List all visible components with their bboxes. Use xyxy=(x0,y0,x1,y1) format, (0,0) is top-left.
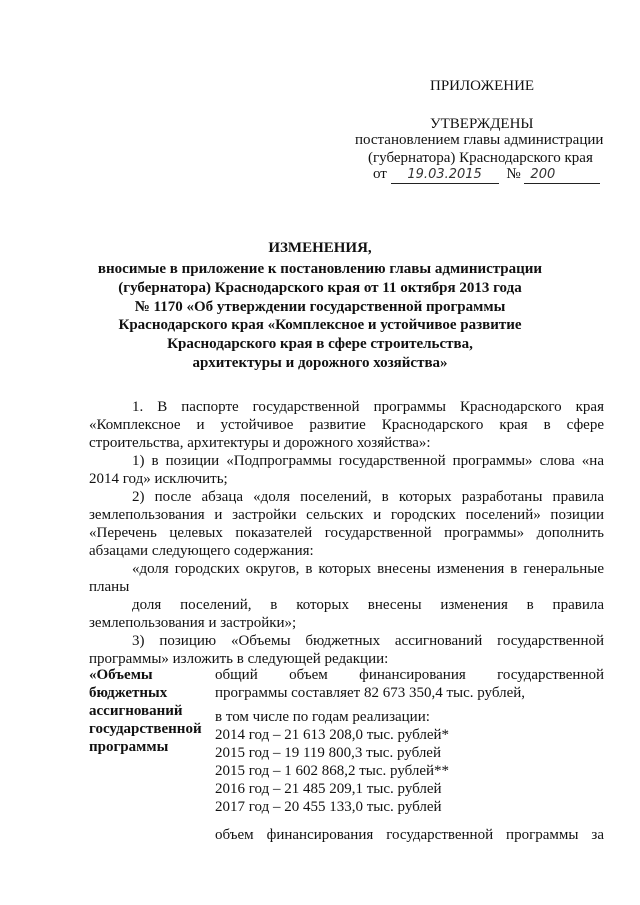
from-label: от xyxy=(373,166,387,182)
paragraph-1-line-1: 1. В паспорте государственной программы Краснодарского края xyxy=(132,399,604,415)
table-last-line: объем финансирования государственной программы за xyxy=(215,827,604,843)
title-line-3: № 1170 «Об утверждении государственной программы xyxy=(134,299,506,315)
paragraph-1-line-2: «Комплексное и устойчивое развитие Краснодарского края в сфере xyxy=(89,417,604,433)
table-label-line-4: государственной xyxy=(89,721,202,737)
paragraph-5-line-1: доля поселений, в которых внесены изменения в правила xyxy=(132,597,604,613)
appendix-label: ПРИЛОЖЕНИЕ xyxy=(430,78,535,94)
table-year-row-3: 2015 год – 1 602 868,2 тыс. рублей** xyxy=(215,763,450,779)
paragraph-5-line-2: землепользования и застройки»; xyxy=(89,615,297,631)
table-label-line-1: «Объемы xyxy=(89,667,153,683)
table-label-line-3: ассигнований xyxy=(89,703,183,719)
paragraph-3-line-4: абзацами следующего содержания: xyxy=(89,543,314,559)
paragraph-4-line-2: планы xyxy=(89,579,130,595)
approval-date-line xyxy=(373,166,600,184)
approved-by-line-2: (губернатора) Краснодарского края xyxy=(368,150,593,166)
paragraph-2-line-1: 1) в позиции «Подпрограммы государственной программы» слова «на xyxy=(132,453,604,469)
paragraph-6-line-1: 3) позицию «Объемы бюджетных ассигнований государственной xyxy=(132,633,604,649)
title-line-6: архитектуры и дорожного хозяйства» xyxy=(192,355,448,371)
approved-label: УТВЕРЖДЕНЫ xyxy=(430,116,534,132)
table-year-row-5: 2017 год – 20 455 133,0 тыс. рублей xyxy=(215,799,442,815)
approved-by-line-1: постановлением главы администрации xyxy=(355,132,604,148)
approval-date: 19.03.2015 xyxy=(391,166,499,184)
paragraph-1-line-3: строительства, архитектуры и дорожного хозяйства»: xyxy=(89,435,431,451)
table-label-line-5: программы xyxy=(89,739,169,755)
paragraph-4-line-1: «доля городских округов, в которых внесены изменения в генеральные xyxy=(132,561,604,577)
title-line-4: Краснодарского края «Комплексное и устойчивое развитие xyxy=(118,317,522,333)
document-heading: ИЗМЕНЕНИЯ, xyxy=(268,240,372,256)
paragraph-3-line-2: землепользования и застройки сельских и городских поселений» позиции xyxy=(89,507,604,523)
table-year-row-2: 2015 год – 19 119 800,3 тыс. рублей xyxy=(215,745,441,761)
paragraph-6-line-2: программы» изложить в следующей редакции: xyxy=(89,651,389,667)
table-year-row-1: 2014 год – 21 613 208,0 тыс. рублей* xyxy=(215,727,450,743)
table-label-line-2: бюджетных xyxy=(89,685,168,701)
table-total-line-2: программы составляет 82 673 350,4 тыс. рублей, xyxy=(215,685,526,701)
table-total-line-1: общий объем финансирования государственной xyxy=(215,667,604,683)
title-line-5: Краснодарского края в сфере строительства, xyxy=(167,336,473,352)
paragraph-3-line-1: 2) после абзаца «доля поселений, в которых разработаны правила xyxy=(132,489,604,505)
title-line-1: вносимые в приложение к постановлению главы администрации xyxy=(97,261,543,277)
table-by-year: в том числе по годам реализации: xyxy=(215,709,430,725)
number-sign: № xyxy=(506,166,521,182)
paragraph-2-line-2: 2014 год» исключить; xyxy=(89,471,228,487)
title-line-2: (губернатора) Краснодарского края от 11 октября 2013 года xyxy=(118,280,522,296)
approval-number: 200 xyxy=(524,166,600,184)
table-year-row-4: 2016 год – 21 485 209,1 тыс. рублей xyxy=(215,781,442,797)
paragraph-3-line-3: «Перечень целевых показателей государственной программы» дополнить xyxy=(89,525,604,541)
